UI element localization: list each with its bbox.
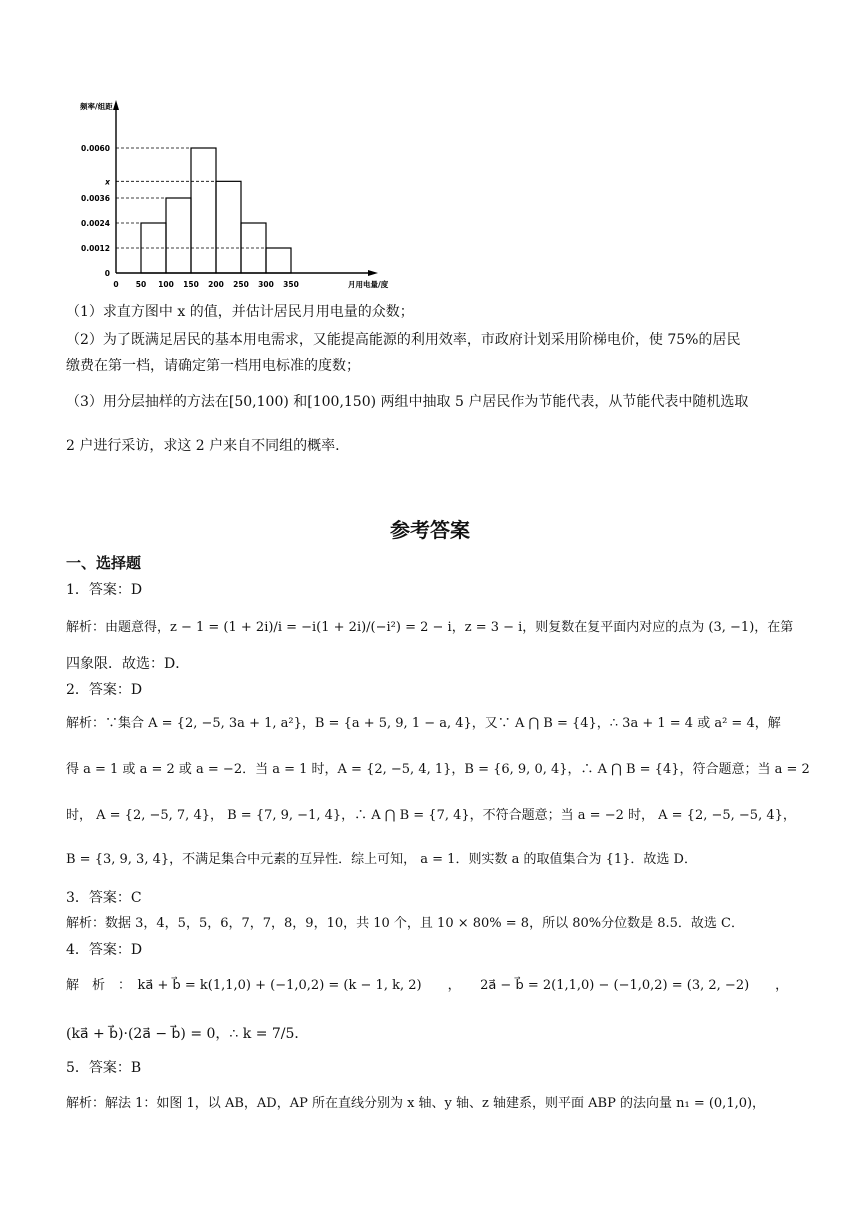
y-axis-arrow: [113, 100, 119, 110]
answers-title: 参考答案: [390, 518, 470, 542]
x-tick-label: 50: [135, 280, 147, 289]
answer-5-explanation: 解析：解法 1：如图 1，以 AB，AD，AP 所在直线分别为 x 轴、y 轴、z 轴建系，则平面 ABP 的法向量 n₁ = (0,1,0)，: [66, 1096, 766, 1111]
x-tick-label: 100: [158, 280, 174, 289]
frequency-histogram: [76, 92, 496, 292]
x-tick-label: 0: [113, 280, 119, 289]
question-3-line-1: （3）用分层抽样的方法在[50,100) 和[100,150) 两组中抽取 5 户居民作为节能代表，从节能代表中随机选取: [66, 394, 749, 410]
y-tick-label: 0.0024: [81, 219, 110, 228]
x-tick-label: 250: [233, 280, 249, 289]
x-tick-label: 350: [283, 280, 299, 289]
answer-4-explanation-2: (ka⃗ + b⃗)·(2a⃗ − b⃗) = 0，∴ k = 7/5．: [66, 1026, 309, 1042]
answer-5: 5．答案：B: [66, 1060, 142, 1076]
answer-4-explanation-1: 解 析 ： ka⃗ + b⃗ = k(1,1,0) + (−1,0,2) = (k − 1, k, 2) ， 2a⃗ − b⃗ = 2(1,1,0) − (−1,0,2) = (3, 2, −2) ，: [66, 978, 789, 993]
histogram-bar: [216, 181, 241, 273]
answer-2-explanation-2: 得 a = 1 或 a = 2 或 a = −2．当 a = 1 时，A = {2, −5, 4, 1}，B = {6, 9, 0, 4}，∴ A ⋂ B = {4}，符合题意；当 a = 2: [66, 762, 810, 777]
question-2-line-1: （2）为了既满足居民的基本用电需求，又能提高能源的利用效率，市政府计划采用阶梯电价，使 75%的居民: [66, 332, 741, 348]
y-tick-label: 0.0060: [81, 144, 110, 153]
histogram-bar: [166, 198, 191, 273]
y-tick-label: 0.0012: [81, 244, 110, 253]
answer-4: 4．答案：D: [66, 942, 143, 958]
x-axis-label: 月用电量/度: [348, 280, 389, 289]
question-1: （1）求直方图中 x 的值，并估计居民月用电量的众数；: [66, 304, 414, 320]
histogram-bar: [191, 148, 216, 273]
x-axis-arrow: [368, 270, 378, 276]
x-tick-label: 300: [258, 280, 274, 289]
y-tick-label: 0: [104, 269, 110, 278]
answer-2: 2．答案：D: [66, 682, 143, 698]
x-tick-label: 150: [183, 280, 199, 289]
x-tick-label: 200: [208, 280, 224, 289]
answer-1: 1．答案：D: [66, 582, 143, 598]
histogram-bar: [266, 248, 291, 273]
y-tick-label: x: [105, 177, 110, 187]
answer-2-explanation-3: 时， A = {2, −5, 7, 4}， B = {7, 9, −1, 4}，∴ A ⋂ B = {7, 4}，不符合题意；当 a = −2 时， A = {2, −5, −5, 4}，: [66, 808, 796, 823]
answer-2-explanation-1: 解析：∵集合 A = {2, −5, 3a + 1, a²}，B = {a + 5, 9, 1 − a, 4}，又∵ A ⋂ B = {4}，∴ 3a + 1 = 4 或 a² = 4，解: [66, 716, 781, 731]
answer-3: 3．答案：C: [66, 890, 142, 906]
question-2-line-2: 缴费在第一档，请确定第一档用电标准的度数；: [66, 358, 360, 374]
answer-3-explanation: 解析：数据 3，4，5，5，6，7，7，8，9，10，共 10 个，且 10 × 80% = 8，所以 80%分位数是 8.5．故选 C．: [66, 916, 744, 931]
y-axis-label: 频率/组距: [80, 102, 113, 111]
answer-2-explanation-4: B = {3, 9, 3, 4}，不满足集合中元素的互异性．综上可知， a = 1．则实数 a 的取值集合为 {1}．故选 D．: [66, 852, 697, 867]
question-3-line-2: 2 户进行采访，求这 2 户来自不同组的概率.: [66, 438, 340, 454]
section-heading: 一、选择题: [66, 554, 142, 572]
answer-1-explanation-1: 解析：由题意得，z − 1 = (1 + 2i)/i = −i(1 + 2i)/(−i²) = 2 − i，z = 3 − i，则复数在复平面内对应的点为 (3, −1)，在第: [66, 620, 794, 635]
y-tick-label: 0.0036: [81, 194, 110, 203]
answer-1-explanation-2: 四象限．故选：D．: [66, 656, 190, 672]
